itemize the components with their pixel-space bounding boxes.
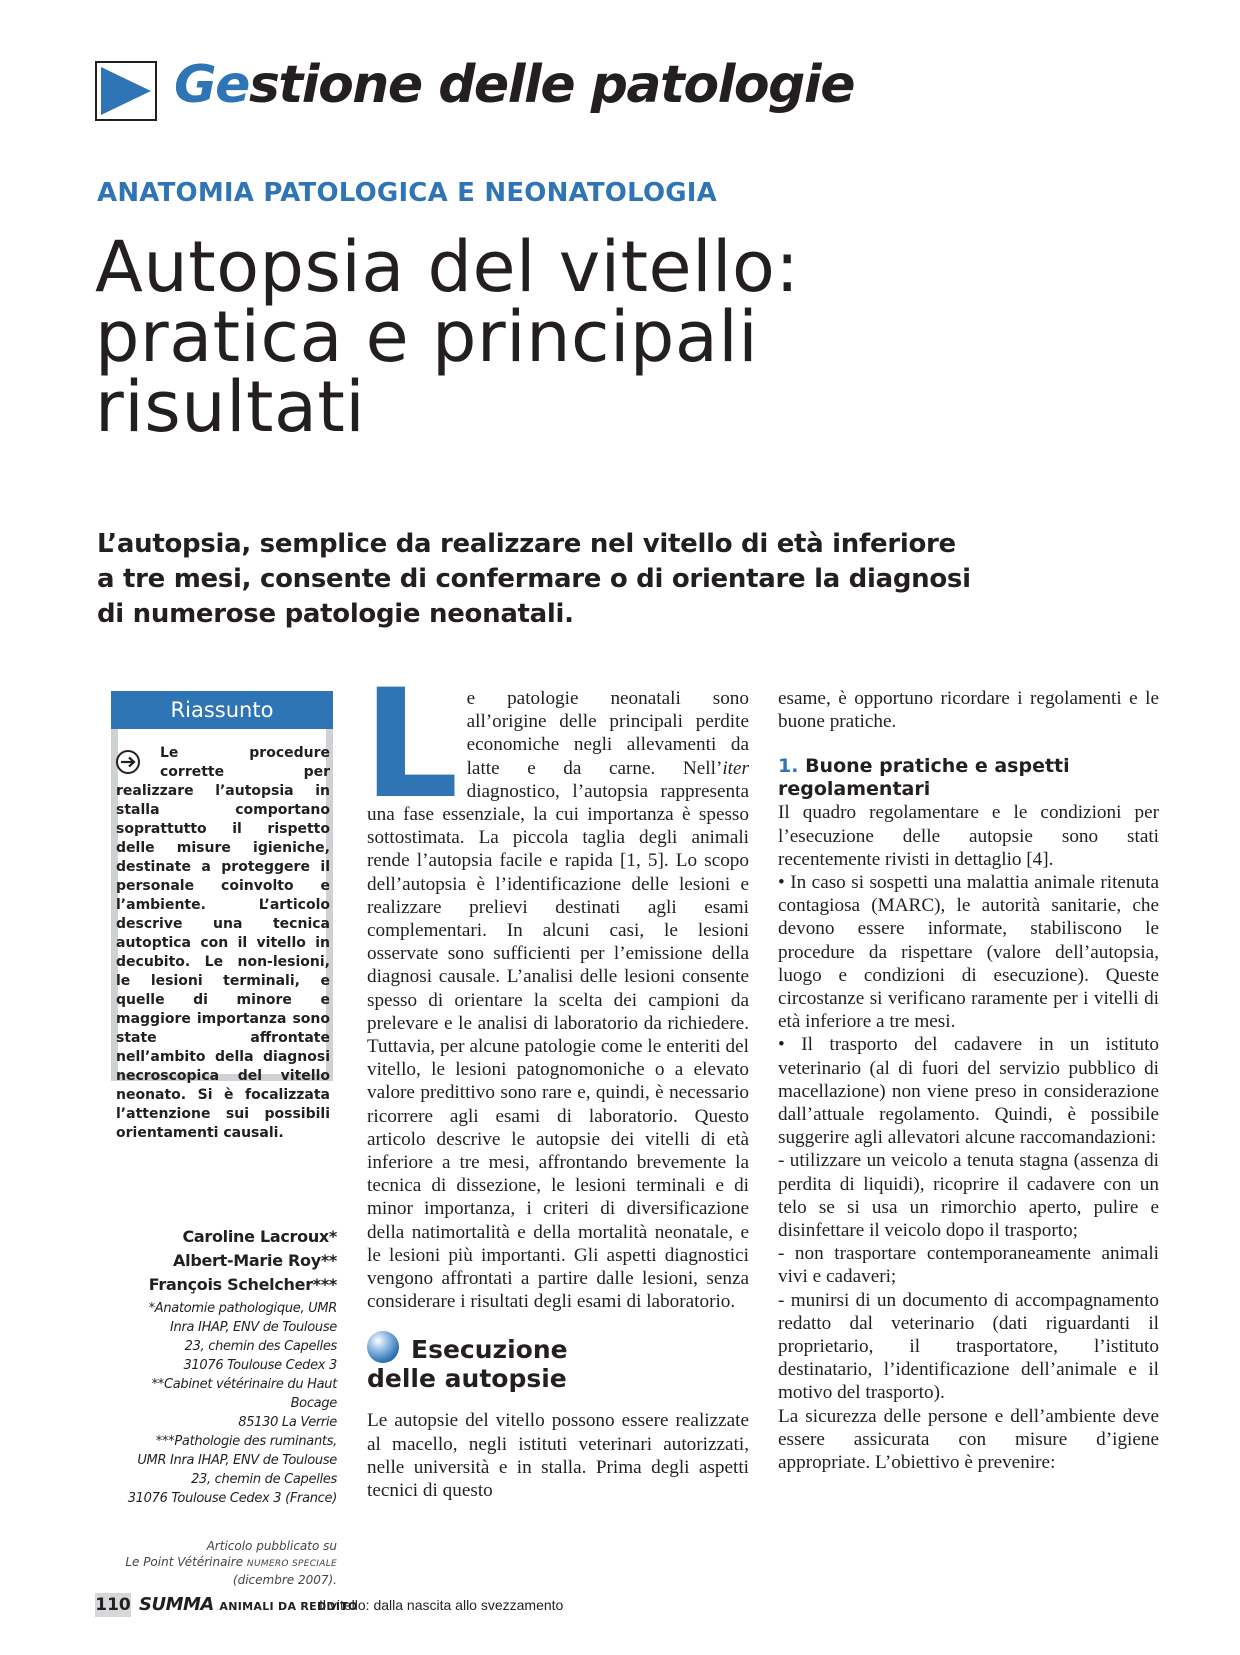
pub-note-line: (dicembre 2007). [232,1573,337,1587]
blue-sphere-icon [367,1331,399,1363]
section-title-accent: Ge [174,55,249,115]
summary-heading: Riassunto [111,691,333,729]
affiliation-line: ***Pathologie des ruminants, [155,1434,337,1449]
heading-line: delle autopsie [367,1364,567,1394]
body-paragraph: Le autopsie del vitello possono essere realizzate al macello, negli istituti veterinari autorizzati, nelle università e in stalla. Prima degli aspetti tecnici di questo [367,1410,749,1502]
subsection-title: Buone pratiche e aspetti regolamentari [778,755,1070,801]
section-title-rest: stione delle patologie [248,55,854,115]
lead-line: di numerose patologie neonatali. [97,599,574,629]
dash-item: - utilizzare un veicolo a tenuta stagna (assenza di perdita di liquidi), ricoprire il cadavere con un telo se si usa un rimorchio aperto, pulire e disinfettare il veicolo dopo il trasporto; [778,1150,1159,1242]
title-line: Autopsia del vitello: [95,226,800,308]
article-title [95,226,1095,448]
lead-line: L’autopsia, semplice da realizzare nel vitello di età inferiore [97,529,956,559]
affiliation-line: 31076 Toulouse Cedex 3 [183,1358,337,1373]
body-column-right [778,687,1159,1474]
pub-note-issue: NUMERO SPECIALE [246,1559,337,1569]
author-name: Albert-Marie Roy** [173,1251,337,1270]
authors-block [105,1225,337,1508]
brand-main: SUMMA [139,1594,214,1615]
affiliation-line: Inra IHAP, ENV de Toulouse [170,1320,337,1335]
affiliation-line: 31076 Toulouse Cedex 3 (France) [127,1491,337,1506]
affiliation-line: **Cabinet vétérinaire du Haut [151,1377,337,1392]
affiliation-line: *Anatomie pathologique, UMR [148,1301,337,1316]
summary-text: Le procedure corrette per realizzare l’autopsia in stalla comportano soprattutto il rispetto delle misure igieniche, destinate a proteggere il personale coinvolto e l’ambiente. L’articolo descrive una tecnica autoptica con il vitello in decubito. Le non-lesioni, le lesioni terminali, e quelle di minore e maggiore importanza sono state affrontate nell’ambito della diagnosi necroscopica del vitello neonato. Si è focalizzata l’attenzione sui possibili orientamenti causali. [116,745,330,1141]
page-number: 110 [95,1595,131,1615]
page-footer [95,1593,1195,1617]
category-label: ANATOMIA PATOLOGICA E NEONATOLOGIA [97,178,717,208]
title-line: pratica e principali [95,296,759,378]
affiliation-line: 23, chemin des Capelles [184,1339,337,1354]
pub-note-line: Articolo pubblicato su [206,1539,337,1553]
section-play-icon [95,61,157,121]
publication-note [105,1538,337,1588]
affiliation-line: 85130 La Verrie [238,1415,337,1430]
lead-line: a tre mesi, consente di confermare o di orientare la diagnosi [97,564,971,594]
lead-paragraph [97,527,977,632]
paragraph-text: diagnostico, l’autopsia rappresenta una fase essenziale, la cui importanza è spesso sottostimata. La piccola taglia degli animali rende l’autopsia facile e rapida [1, 5]. Lo scopo dell’autopsia è l’identificazione delle lesioni e realizzare prelievi destinati agli esami complementari. In alcuni casi, le lesioni osservate sono sufficienti per l’emissione della diagnosi causale. L’analisi delle lesioni consente spesso di orientare la scelta dei campioni da prelevare e le analisi di laboratorio da richiedere. Tuttavia, per alcune patologie come le enteriti del vitello, le lesioni patognomoniche o a elevato valore predittivo sono rare e, quindi, è necessario ricorrere agli esami di laboratorio. Questo articolo descrive le autopsie dei vitelli di età inferiore a tre mesi, affrontando brevemente la tecnica di dissezione, le lesioni terminali e di minor importanza, i criteri di diversificazione della natimortalità e della mortalità neonatale, e le lesioni più importanti. Gli aspetti diagnostici vengono affrontati a partire dalle lesioni, senza considerare i risultati degli esami di laboratorio. [367,780,749,1313]
body-paragraph: La sicurezza delle persone e dell’ambiente deve essere assicurata con misure d’igiene appropriate. L’obiettivo è prevenire: [778,1405,1159,1474]
body-paragraph: Il quadro regolamentare e le condizioni per l’esecuzione delle autopsie sono stati recentemente rivisti in dettaglio [4]. [778,802,1159,870]
brand-sub: ANIMALI DA REDDITO [219,1600,358,1613]
author-name: François Schelcher*** [148,1275,337,1294]
affiliation-line: UMR Inra IHAP, ENV de Toulouse [137,1453,337,1468]
author-name: Caroline Lacroux* [182,1227,337,1246]
section-heading-execution [367,1331,749,1393]
section-title [174,55,854,115]
subsection-heading [778,755,1159,801]
italic-term: iter [722,757,749,779]
bullet-paragraph: • In caso si sospetti una malattia animale ritenuta contagiosa (MARC), le autorità sanitarie, che devono essere informate, stabiliscono le procedure da rispettare (valore dell’autopsia, luogo e condizioni di esecuzione). Queste circostanze si verificano raramente per i vitelli di età inferiore a tre mesi. [778,872,1159,1033]
title-line: risultati [95,366,366,448]
footer-subtitle: Il vitello: dalla nascita allo svezzamento [319,1597,564,1613]
pub-note-journal: Le Point Vétérinaire [125,1555,247,1569]
body-column-middle [363,658,749,1502]
body-paragraph: esame, è opportuno ricordare i regolamenti e le buone pratiche. [778,688,1159,733]
drop-cap: L [363,658,459,832]
affiliation-line: 23, chemin de Capelles [191,1472,337,1487]
subsection-number: 1. [778,755,799,778]
dash-item: - munirsi di un documento di accompagnamento redatto dal veterinario (dati riguardanti il proprietario, il trasportatore, l’istituto destinatario, l’identificazione dell’animale e il motivo del trasporto). [778,1289,1159,1404]
heading-line: Esecuzione [411,1335,568,1365]
affiliation-line: Bocage [290,1396,337,1411]
body-paragraph [363,658,749,1313]
dash-item: - non trasportare contemporaneamente animali vivi e cadaveri; [778,1243,1159,1288]
paragraph-text: e patologie neonatali sono all’origine delle principali perdite economiche negli allevamenti da latte e da carne. Nell’ [466,688,749,779]
affiliation [105,1299,337,1508]
bullet-paragraph: • Il trasporto del cadavere in un istituto veterinario (al di fuori del servizio pubblico di macellazione) non viene preso in considerazione dall’attuale regolamento. Quindi, è possibile suggerire agli allevatori alcune raccomandazioni: [778,1034,1159,1149]
pub-note-line [105,1554,337,1572]
